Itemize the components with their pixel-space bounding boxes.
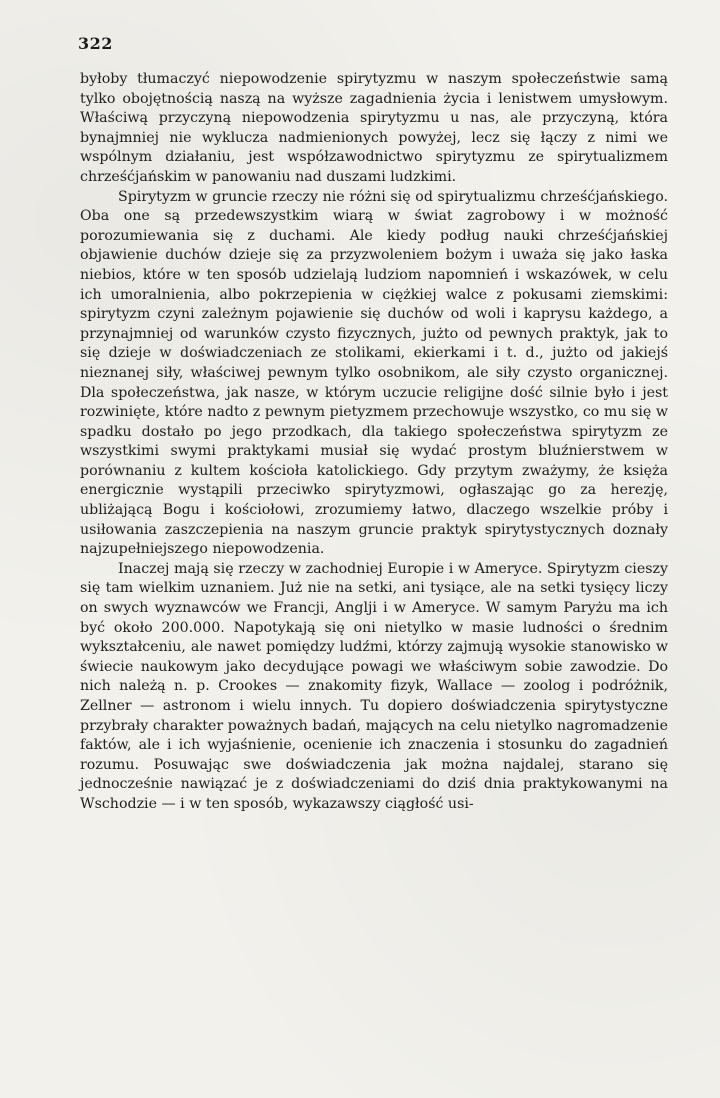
paragraph-3: Inaczej mają się rzeczy w zachodniej Europie i w Ameryce. Spirytyzm cieszy się tam wielkim uznaniem. Już nie na setki, ani tysiące, ale na setki tysięcy liczy on swych wyznawców we Francji, Anglji i w Ameryce. W samym Paryżu ma ich być około 200.000. Napotykają się oni nietylko w masie ludności o średnim wykształceniu, ale nawet pomiędzy ludźmi, którzy zajmują wysokie stanowisko w świecie naukowym jako decydujące powagi we właściwym sobie zawodzie. Do nich należą n. p. Crookes — znakomity fizyk, Wallace — zoolog i podróżnik, Zellner — astronom i wielu innych. Tu dopiero doświadczenia spirytystyczne przybrały charakter poważnych badań, mających na celu nietylko nagromadzenie faktów, ale i ich wyjaśnienie, ocenienie ich znaczenia i stosunku do zagadnień rozumu. Posuwając swe doświadczenia jak można najdalej, starano się jednocześnie nawiązać je z doświadczeniami do dziś dnia praktykowanymi na Wschodzie — i w ten sposób, wykazawszy ciągłość usi- <box>80 560 668 812</box>
paragraph-2: Spirytyzm w gruncie rzeczy nie różni się od spirytualizmu chrześćjańskiego. Oba one są przedewszystkim wiarą w świat zagrobowy i w możność porozumiewania się z duchami. Ale kiedy podług nauki chrześćjańskiej objawienie duchów dzieje się za przyzwoleniem bożym i uważa się jako łaska niebios, które w ten sposób udzielają ludziom napomnień i wskazówek, w celu ich umoralnienia, albo pokrzepienia w ciężkiej walce z pokusami ziemskimi: spirytyzm czyni zależnym pojawienie się duchów od woli i kaprysu każdego, a przynajmniej od warunków czysto fizycznych, jużto od pewnych praktyk, jak to się dzieje w doświadczeniach ze stolikami, ekierkami i t. d., jużto od jakiejś nieznanej siły, właściwej pewnym tylko osobnikom, ale siły czysto organicznej. Dla społeczeństwa, jak nasze, w którym uczucie religijne dość silnie było i jest rozwinięte, które nadto z pewnym pietyzmem przechowuje wszystko, co mu się w spadku dostało po jego przodkach, dla takiego społeczeństwa spirytyzm ze wszystkimi swymi praktykami musiał się wydać prostym bluźnierstwem w porównaniu z kultem kościoła katolickiego. Gdy przytym zważymy, że księża energicznie wystąpili przeciwko spirytyzmowi, ogłaszając go za herezję, ubliżającą Bogu i kościołowi, zrozumiemy łatwo, dlaczego wszelkie próby i usiłowania zaszczepienia na naszym gruncie praktyk spirytystycznych doznały najzupełniejszego niepowodzenia. <box>80 188 668 558</box>
page-number: 322 <box>78 34 113 53</box>
body-text <box>80 70 668 815</box>
paragraph-1: byłoby tłumaczyć niepowodzenie spirytyzmu w naszym społeczeństwie samą tylko obojętnością naszą na wyższe zagadnienia życia i lenistwem umysłowym. Właściwą przyczyną niepowodzenia spirytyzmu u nas, ale przyczyną, która bynajmniej nie wyklucza nadmienionych powyżej, lecz się łączy z nimi we wspólnym działaniu, jest współzawodnictwo spirytyzmu ze spirytualizmem chrześćjańskim w panowaniu nad duszami ludzkimi. <box>80 71 668 185</box>
